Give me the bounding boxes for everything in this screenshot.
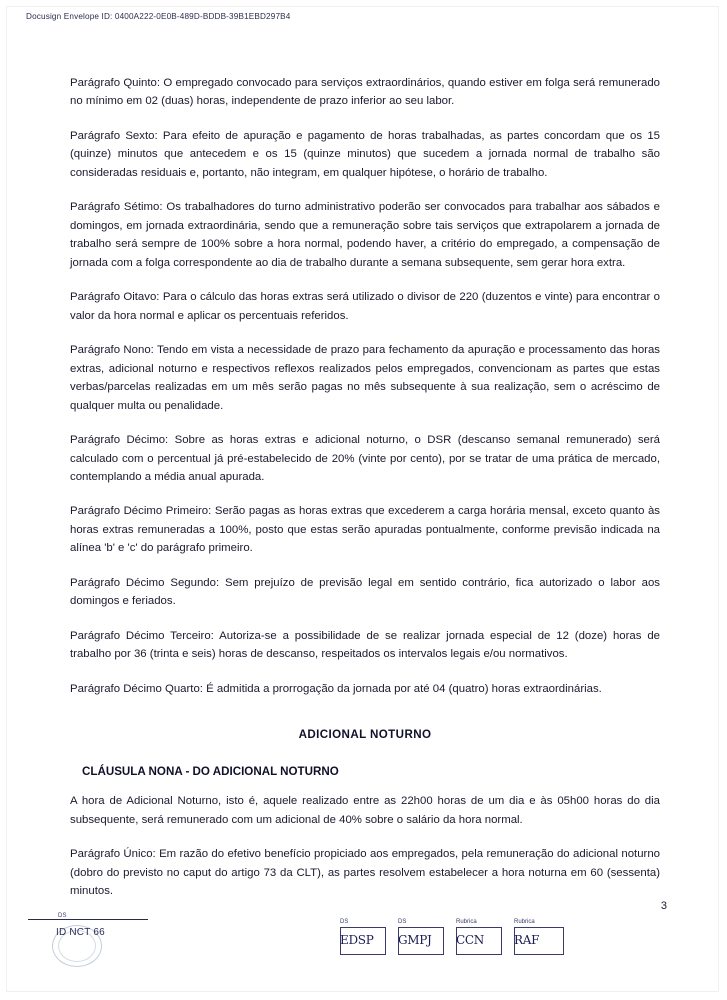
- signature-initials: EDSP: [340, 933, 374, 947]
- paragraph: A hora de Adicional Noturno, isto é, aquele realizado entre as 22h00 horas de um dia e às 05h00 horas do dia subsequente, será remunerado com um adicional de 40% sobre o salário da hora normal.: [70, 795, 660, 826]
- paragraph: Parágrafo Nono: Tendo em vista a necessidade de prazo para fechamento da apuração e processamento das horas extras, adicional noturno e respectivos reflexos realizados pelos empregados, convencionam as partes que estas verbas/parcelas realizadas em um mês serão pagas no mês subsequente à sua realização, sem o acréscimo de qualquer multa ou penalidade.: [70, 344, 660, 412]
- stamp-label: ID NCT 66: [56, 927, 105, 938]
- paragraph: Parágrafo Quinto: O empregado convocado para serviços extraordinários, quando estiver em folga será remunerado no mínimo em 02 (duas) horas, independente de prazo inferior ao seu labor.: [70, 77, 660, 108]
- paragraph: Parágrafo Décimo Primeiro: Serão pagas as horas extras que excederem a carga horária mensal, exceto quanto às horas extras remuneradas a 100%, posto que estas serão apuradas pontualmente, conforme previsão indicada na alínea 'b' e 'c' do parágrafo primeiro.: [70, 505, 660, 555]
- signature-slot-label: Rubrica: [456, 919, 477, 925]
- paragraph: Parágrafo Décimo Segundo: Sem prejuízo de previsão legal em sentido contrário, fica autorizado o labor aos domingos e feriados.: [70, 576, 660, 608]
- paragraph: Parágrafo Único: Em razão do efetivo benefício propiciado aos empregados, pela remuneração do adicional noturno (dobro do previsto no caput do artigo 73 da CLT), as partes resolvem estabelecer a hora noturna em 60 (sessenta) minutos.: [70, 848, 660, 898]
- signature-initials: RAF: [514, 933, 540, 947]
- paragraph: Parágrafo Décimo Quarto: É admitida a prorrogação da jornada por até 04 (quatro) horas extraordinárias.: [70, 682, 602, 695]
- clause-title: CLÁUSULA NONA - DO ADICIONAL NOTURNO: [82, 765, 339, 779]
- signature-initials: CCN: [456, 933, 484, 947]
- signature-slot-label: DS: [398, 919, 407, 925]
- docusign-envelope-id: Docusign Envelope ID: 0400A222-0E0B-489D-BDDB-39B1EBD297B4: [26, 12, 291, 21]
- paragraph: Parágrafo Décimo: Sobre as horas extras e adicional noturno, o DSR (descanso semanal remunerado) será calculado com o percentual já pré-estabelecido de 20% (vinte por cento), por se tratar de uma prática de mercado, contemplando a média anual apurada.: [70, 434, 660, 483]
- stamp-rule: [28, 919, 148, 920]
- section-title: ADICIONAL NOTURNO: [298, 728, 432, 742]
- signature-initials: GMPJ: [398, 933, 432, 947]
- paragraph: Parágrafo Sétimo: Os trabalhadores do turno administrativo poderão ser convocados para trabalhar aos sábados e domingos, em jornada extraordinária, sendo que a remuneração sobre tais serviços que extrapolarem a jornada de trabalho será sempre de 100% sobre a hora normal, podendo haver, a critério do empregado, a compensação de jornada com a folga correspondente ao dia de trabalho durante a semana subsequente, sem gerar hora extra.: [70, 201, 660, 269]
- ds-tag: DS: [58, 913, 67, 919]
- stamp-block: [28, 913, 178, 993]
- paragraph: Parágrafo Décimo Terceiro: Autoriza-se a possibilidade de se realizar jornada especial de 12 (doze) horas de trabalho por 36 (trinta e seis) horas de descanso, respeitados os intervalos legais e/ou normativos.: [70, 629, 660, 661]
- signature-slot-label: DS: [340, 919, 349, 925]
- signature-slot-label: Rubrica: [514, 919, 535, 925]
- paragraph: Parágrafo Sexto: Para efeito de apuração e pagamento de horas trabalhadas, as partes concordam que os 15 (quinze) minutos que antecedem e os 15 (quinze minutos) que sucedem a jornada normal de trabalho são consideradas residuais e, portanto, não integram, em qualquer hipótese, o horário de trabalho.: [70, 129, 660, 179]
- document-body: [70, 74, 660, 917]
- paragraph: Parágrafo Oitavo: Para o cálculo das horas extras será utilizado o divisor de 220 (duzentos e vinte) para encontrar o valor da hora normal e aplicar os percentuais referidos.: [70, 291, 660, 322]
- signature-area: [0, 905, 727, 1000]
- page-number: 3: [660, 900, 667, 912]
